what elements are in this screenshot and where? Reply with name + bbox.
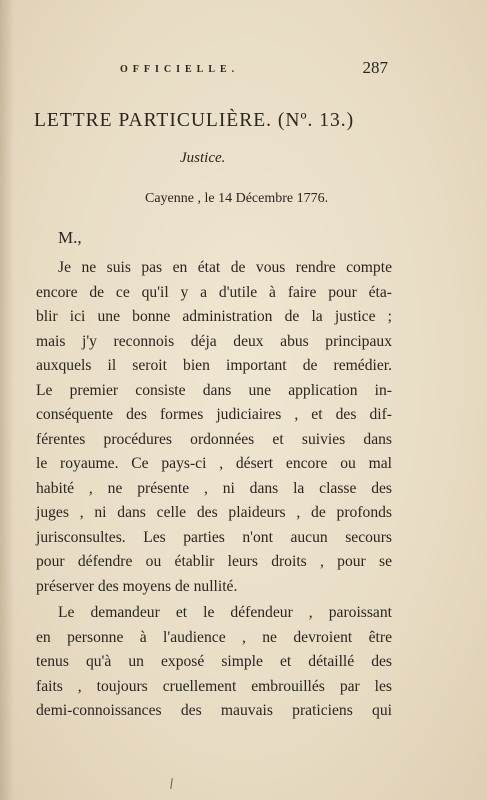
body-line: Le premier consiste dans une application in-: [36, 381, 392, 399]
dateline: Cayenne , le 14 Décembre 1776.: [145, 191, 329, 206]
body-line: le royaume. Ce pays-ci , désert encore ou mal: [36, 455, 392, 472]
body-line: Je ne suis pas en état de vous rendre compte: [58, 259, 392, 276]
body-line: férentes procédures ordonnées et suivies dans: [36, 430, 392, 448]
body-line: auxquels il seroit bien important de remédier.: [36, 357, 392, 374]
body-line: blir ici une bonne administration de la justice ;: [36, 308, 392, 325]
body-line: en personne à l'audience , ne devroient être: [36, 628, 392, 646]
body-line: mais j'y reconnois déja deux abus principaux: [36, 332, 392, 350]
body-line: encore de ce qu'il y a d'utile à faire pour éta-: [36, 283, 392, 301]
body-line: juges , ni dans celle des plaideurs , de profonds: [36, 504, 392, 521]
body-line: tenus qu'à un exposé simple et détaillé des: [36, 653, 392, 670]
letter-body: [36, 256, 392, 724]
body-line: jurisconsultes. Les parties n'ont aucun secours: [36, 528, 392, 546]
body-line: préserver des moyens de nullité.: [36, 577, 238, 595]
ink-mark: [170, 778, 173, 789]
body-line: Le demandeur et le défendeur , paroissant: [58, 604, 392, 621]
body-line: demi-connoissances des mauvais praticiens qui: [36, 702, 392, 719]
salutation: M.,: [58, 228, 82, 247]
body-line: faits , toujours cruellement embrouillés par les: [36, 677, 392, 695]
running-head: OFFICIELLE.: [120, 64, 240, 75]
body-line: conséquente des formes judiciaires , et des dif-: [36, 406, 392, 423]
letter-subject: Justice.: [180, 150, 226, 166]
body-line: habité , ne présente , ni dans la classe des: [36, 479, 392, 497]
body-line: pour défendre ou établir leurs droits , pour se: [36, 553, 392, 570]
letter-title: LETTRE PARTICULIÈRE. (Nº. 13.): [34, 110, 355, 131]
page-number: 287: [362, 58, 388, 77]
